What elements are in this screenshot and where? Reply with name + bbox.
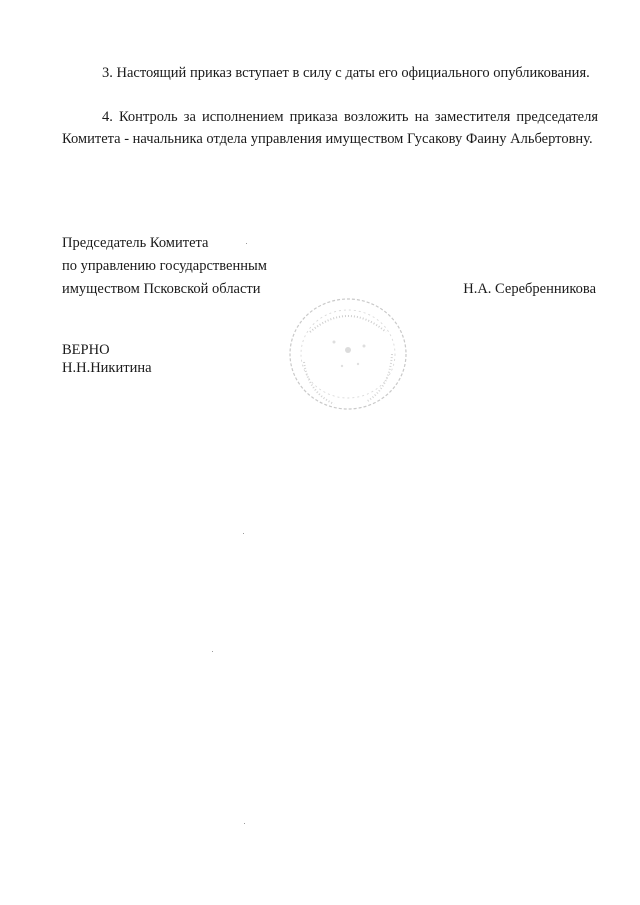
- signer-name: Н.А. Серебренникова: [463, 281, 596, 297]
- signer-position-line-3: имуществом Псковской области: [62, 281, 261, 297]
- certification-label: ВЕРНО: [62, 342, 110, 358]
- scan-speck: [243, 533, 244, 534]
- signer-position-line-1: Председатель Комитета: [62, 235, 209, 251]
- signer-position-line-2: по управлению государственным: [62, 258, 267, 274]
- certifier-name: Н.Н.Никитина: [62, 360, 152, 376]
- scan-speck: [212, 651, 213, 652]
- scan-speck: [246, 243, 247, 244]
- paragraph-4: 4. Контроль за исполнением приказа возложить на заместителя председателя Комитета - начальника отдела управления имуществом Гусакову Фаину Альбертовну.: [62, 109, 598, 147]
- paragraph-3: 3. Настоящий приказ вступает в силу с даты его официального опубликования.: [102, 65, 590, 81]
- official-seal-stamp: [282, 292, 414, 416]
- scan-speck: [244, 823, 245, 824]
